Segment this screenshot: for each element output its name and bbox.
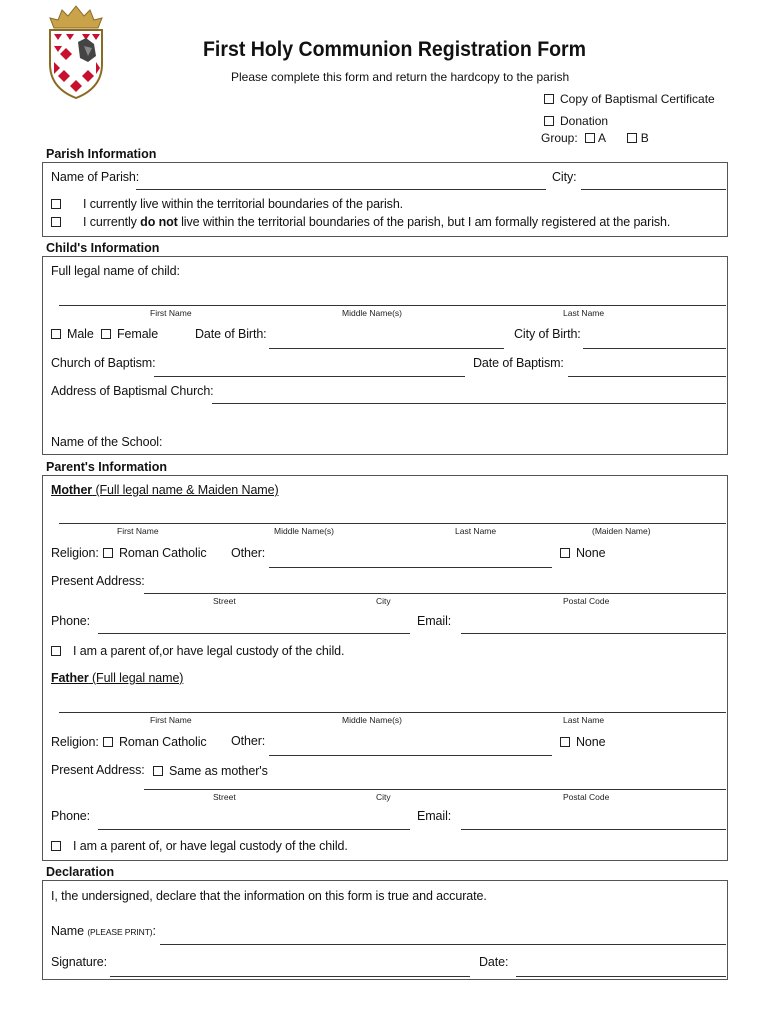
father-roman-catholic-label: Roman Catholic xyxy=(119,735,207,749)
mother-other-field[interactable] xyxy=(269,567,552,568)
father-roman-catholic-option[interactable] xyxy=(103,735,207,749)
father-custody-checkbox[interactable] xyxy=(51,841,61,851)
same-as-mother-option[interactable] xyxy=(153,764,268,778)
father-roman-catholic-checkbox[interactable] xyxy=(103,737,113,747)
female-label: Female xyxy=(117,327,159,341)
donation-option[interactable] xyxy=(544,114,608,128)
male-label: Male xyxy=(67,327,94,341)
father-phone-field[interactable] xyxy=(98,829,410,830)
parish-name-field[interactable] xyxy=(136,189,546,190)
mother-heading xyxy=(51,483,279,497)
copy-cert-option[interactable] xyxy=(544,92,715,106)
mother-roman-catholic-checkbox[interactable] xyxy=(103,548,113,558)
mother-label: Mother xyxy=(51,483,93,497)
church-of-baptism-label: Church of Baptism: xyxy=(51,356,156,370)
please-print-note: (PLEASE PRINT) xyxy=(87,927,153,937)
father-address-label: Present Address: xyxy=(51,763,145,777)
father-last-name-caption: Last Name xyxy=(563,715,605,725)
father-name-field[interactable] xyxy=(59,712,726,713)
father-address-field[interactable] xyxy=(144,789,726,790)
female-option[interactable] xyxy=(101,327,158,341)
mother-email-field[interactable] xyxy=(461,633,726,634)
parents-heading: Parent's Information xyxy=(46,460,168,474)
child-middle-name-caption: Middle Name(s) xyxy=(342,308,402,318)
group-row xyxy=(541,131,649,145)
mother-first-name-caption: First Name xyxy=(117,526,159,536)
child-full-name-field[interactable] xyxy=(59,305,726,306)
mother-religion-label: Religion: xyxy=(51,546,99,560)
parish-heading: Parish Information xyxy=(46,147,157,161)
address-church-label: Address of Baptismal Church: xyxy=(51,384,214,398)
school-label: Name of the School: xyxy=(51,435,163,449)
date-of-baptism-field[interactable] xyxy=(568,376,726,377)
mother-none-option[interactable] xyxy=(560,546,605,560)
same-as-mother-label: Same as mother's xyxy=(169,764,268,778)
declaration-text: I, the undersigned, declare that the information on this form is true and accurate. xyxy=(51,889,487,903)
copy-cert-label: Copy of Baptismal Certificate xyxy=(560,92,715,106)
mother-none-label: None xyxy=(576,546,606,560)
mother-phone-label: Phone: xyxy=(51,614,91,628)
father-label: Father xyxy=(51,671,89,685)
father-other-label: Other: xyxy=(231,734,266,748)
mother-maiden-name-caption: (Maiden Name) xyxy=(592,526,651,536)
group-a-label: A xyxy=(598,131,606,145)
within-boundaries-checkbox[interactable] xyxy=(51,199,61,209)
mother-roman-catholic-option[interactable] xyxy=(103,546,207,560)
mother-email-label: Email: xyxy=(417,614,452,628)
group-a-checkbox[interactable] xyxy=(585,133,595,143)
father-none-label: None xyxy=(576,735,606,749)
within-boundaries-option[interactable] xyxy=(51,197,403,211)
father-religion-label: Religion: xyxy=(51,735,99,749)
copy-cert-checkbox[interactable] xyxy=(544,94,554,104)
donation-label: Donation xyxy=(560,114,609,128)
date-of-baptism-label: Date of Baptism: xyxy=(473,356,564,370)
registered-label-pre: I currently xyxy=(83,215,141,229)
same-as-mother-checkbox[interactable] xyxy=(153,766,163,776)
mother-phone-field[interactable] xyxy=(98,633,410,634)
city-of-birth-label: City of Birth: xyxy=(514,327,581,341)
donation-checkbox[interactable] xyxy=(544,116,554,126)
signature-field[interactable] xyxy=(110,976,470,977)
child-full-name-label: Full legal name of child: xyxy=(51,264,180,278)
address-church-field[interactable] xyxy=(212,403,726,404)
church-of-baptism-field[interactable] xyxy=(154,376,465,377)
declaration-name-row xyxy=(51,924,156,938)
father-custody-option[interactable] xyxy=(51,839,348,853)
father-note: (Full legal name) xyxy=(88,671,184,685)
form-subtitle: Please complete this form and return the hardcopy to the parish xyxy=(231,70,570,84)
diocese-crest-logo xyxy=(42,4,110,100)
female-checkbox[interactable] xyxy=(101,329,111,339)
father-email-label: Email: xyxy=(417,809,452,823)
signature-label: Signature: xyxy=(51,955,107,969)
mother-none-checkbox[interactable] xyxy=(560,548,570,558)
within-boundaries-label: I currently live within the territorial boundaries of the parish. xyxy=(83,197,404,211)
declaration-name-field[interactable] xyxy=(160,944,726,945)
city-of-birth-field[interactable] xyxy=(583,348,726,349)
group-b-checkbox[interactable] xyxy=(627,133,637,143)
mother-middle-name-caption: Middle Name(s) xyxy=(274,526,334,536)
mother-last-name-caption: Last Name xyxy=(455,526,497,536)
parish-city-label: City: xyxy=(552,170,577,184)
mother-other-label: Other: xyxy=(231,546,266,560)
father-none-option[interactable] xyxy=(560,735,605,749)
parish-city-field[interactable] xyxy=(581,189,726,190)
mother-roman-catholic-label: Roman Catholic xyxy=(119,546,207,560)
registered-option[interactable] xyxy=(51,215,670,229)
mother-street-caption: Street xyxy=(213,596,236,606)
registered-checkbox[interactable] xyxy=(51,217,61,227)
group-b-label: B xyxy=(640,131,649,145)
father-phone-label: Phone: xyxy=(51,809,91,823)
father-city-caption: City xyxy=(376,792,391,802)
mother-custody-label: I am a parent of,or have legal custody of the child. xyxy=(73,644,345,658)
group-label: Group: xyxy=(541,131,578,145)
declaration-heading: Declaration xyxy=(46,865,115,879)
registered-label-post: live within the territorial boundaries of the parish, but I am formally registered at the parish. xyxy=(177,215,671,229)
child-last-name-caption: Last Name xyxy=(563,308,605,318)
dob-field[interactable] xyxy=(269,348,504,349)
father-none-checkbox[interactable] xyxy=(560,737,570,747)
father-street-caption: Street xyxy=(213,792,236,802)
father-custody-label: I am a parent of, or have legal custody of the child. xyxy=(73,839,348,853)
male-option[interactable] xyxy=(51,327,94,341)
mother-custody-option[interactable] xyxy=(51,644,344,658)
mother-custody-checkbox[interactable] xyxy=(51,646,61,656)
father-first-name-caption: First Name xyxy=(150,715,192,725)
mother-postal-caption: Postal Code xyxy=(563,596,610,606)
male-checkbox[interactable] xyxy=(51,329,61,339)
child-first-name-caption: First Name xyxy=(150,308,192,318)
mother-address-field[interactable] xyxy=(144,593,726,594)
child-heading: Child's Information xyxy=(46,241,160,255)
mother-address-label: Present Address: xyxy=(51,574,145,588)
mother-note: (Full legal name & Maiden Name) xyxy=(92,483,279,497)
mother-city-caption: City xyxy=(376,596,391,606)
declaration-date-label: Date: xyxy=(479,955,509,969)
father-postal-caption: Postal Code xyxy=(563,792,610,802)
form-title: First Holy Communion Registration Form xyxy=(203,38,587,61)
father-middle-name-caption: Middle Name(s) xyxy=(342,715,402,725)
declaration-name-colon: : xyxy=(152,924,156,938)
father-other-field[interactable] xyxy=(269,755,552,756)
declaration-name-label: Name xyxy=(51,924,84,938)
father-heading xyxy=(51,671,183,685)
declaration-date-field[interactable] xyxy=(516,976,726,977)
parish-name-label: Name of Parish: xyxy=(51,170,140,184)
father-email-field[interactable] xyxy=(461,829,726,830)
mother-name-field[interactable] xyxy=(59,523,726,524)
registered-label-bold: do not xyxy=(140,215,178,229)
dob-label: Date of Birth: xyxy=(195,327,267,341)
